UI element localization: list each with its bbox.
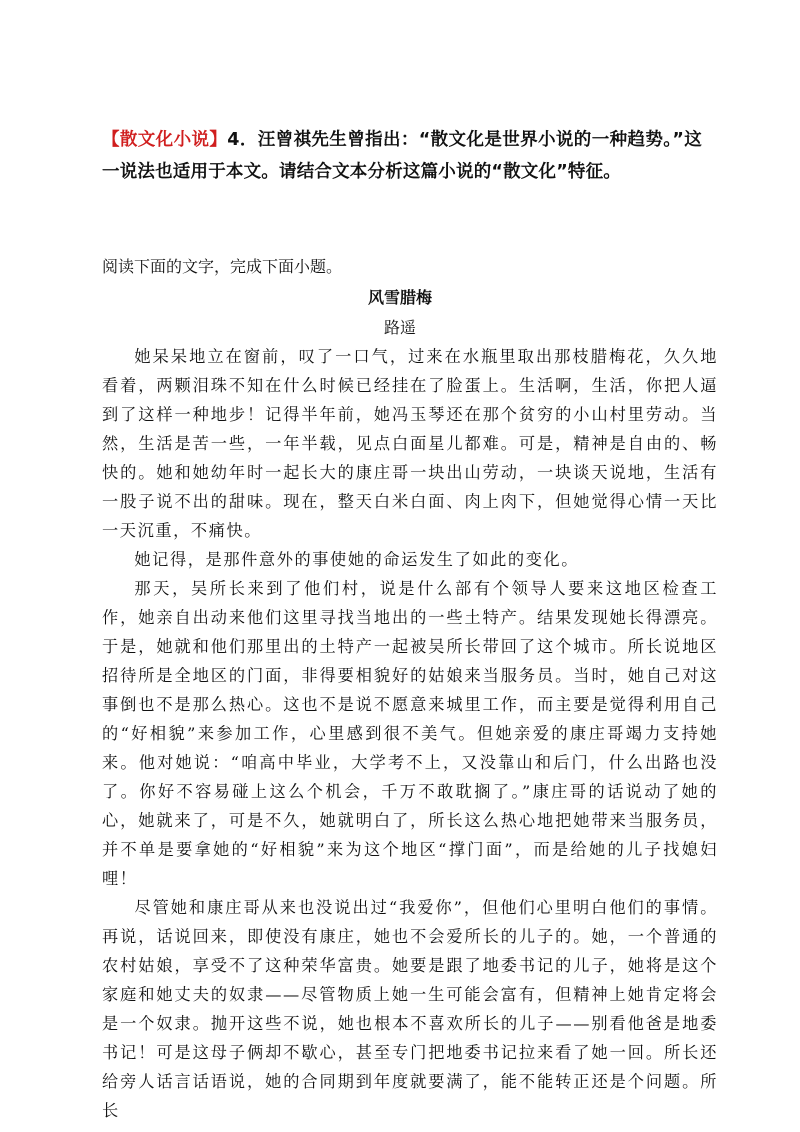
article-title: 风雪腊梅	[367, 288, 432, 307]
article-body	[102, 342, 718, 1125]
article-paragraph: 她呆呆地立在窗前，叹了一口气，过来在水瓶里取出那枝腊梅花，久久地看着，两颗泪珠不知在什么时候已经挂在了脸蛋上。生活啊，生活，你把人逼到了这样一种地步！记得半年前，她冯玉琴还在那个贫穷的小山村里劳动。当然，生活是苦一些，一年半载，见点白面星儿都难。可是，精神是自由的、畅快的。她和她幼年时一起长大的康庄哥一块出山劳动，一块谈天说地，生活有一股子说不出的甜味。现在，整天白米白面、肉上肉下，但她觉得心情一天比一天沉重，不痛快。	[102, 347, 718, 540]
article-author: 路遥	[383, 318, 416, 337]
question-tag: 【散文化小说】	[102, 130, 228, 150]
reading-instruction: 阅读下面的文字，完成下面小题。	[102, 257, 343, 276]
article-paragraph: 她记得，是那件意外的事使她的命运发生了如此的变化。	[134, 550, 580, 569]
article-paragraph: 尽管她和康庄哥从来也没说出过“我爱你”，但他们心里明白他们的事情。再说，话说回来，即使没有康庄，她也不会爱所长的儿子的。她，一个普通的农村姑娘，享受不了这种荣华富贵。她要是跟了地委书记的儿子，她将是这个家庭和她丈夫的奴隶——尽管物质上她一生可能会富有，但精神上她肯定将会是一个奴隶。抛开这些不说，她也根本不喜欢所长的儿子——别看他爸是地委书记！可是这母子俩却不歇心，甚至专门把地委书记拉来看了她一回。所长还给旁人话言话语说，她的合同期到年度就要满了，能不能转正还是个问题。所长	[102, 898, 718, 1120]
question-text: 4．汪曾祺先生曾指出：“散文化是世界小说的一种趋势。”这一说法也适用于本文。请结合文本分析这篇小说的“散文化”特征。	[102, 130, 703, 182]
question-block	[102, 124, 702, 188]
article-paragraph: 那天，吴所长来到了他们村，说是什么部有个领导人要来这地区检查工作，她亲自出动来他们这里寻找当地出的一些土特产。结果发现她长得漂亮。于是，她就和他们那里出的土特产一起被吴所长带回了这个城市。所长说地区招待所是全地区的门面，非得要相貌好的姑娘来当服务员。当时，她自己对这事倒也不是那么热心。这也不是说不愿意来城里工作，而主要是觉得利用自己的“好相貌”来参加工作，心里感到很不美气。但她亲爱的康庄哥竭力支持她来。他对她说：“咱高中毕业，大学考不上，又没靠山和后门，什么出路也没了。你好不容易碰上这么个机会，千万不敢耽搁了。”康庄哥的话说动了她的心，她就来了，可是不久，她就明白了，所长这么热心地把她带来当服务员，并不单是要拿她的“好相貌”来为这个地区“撑门面”，而是给她的儿子找媳妇哩！	[102, 579, 718, 888]
